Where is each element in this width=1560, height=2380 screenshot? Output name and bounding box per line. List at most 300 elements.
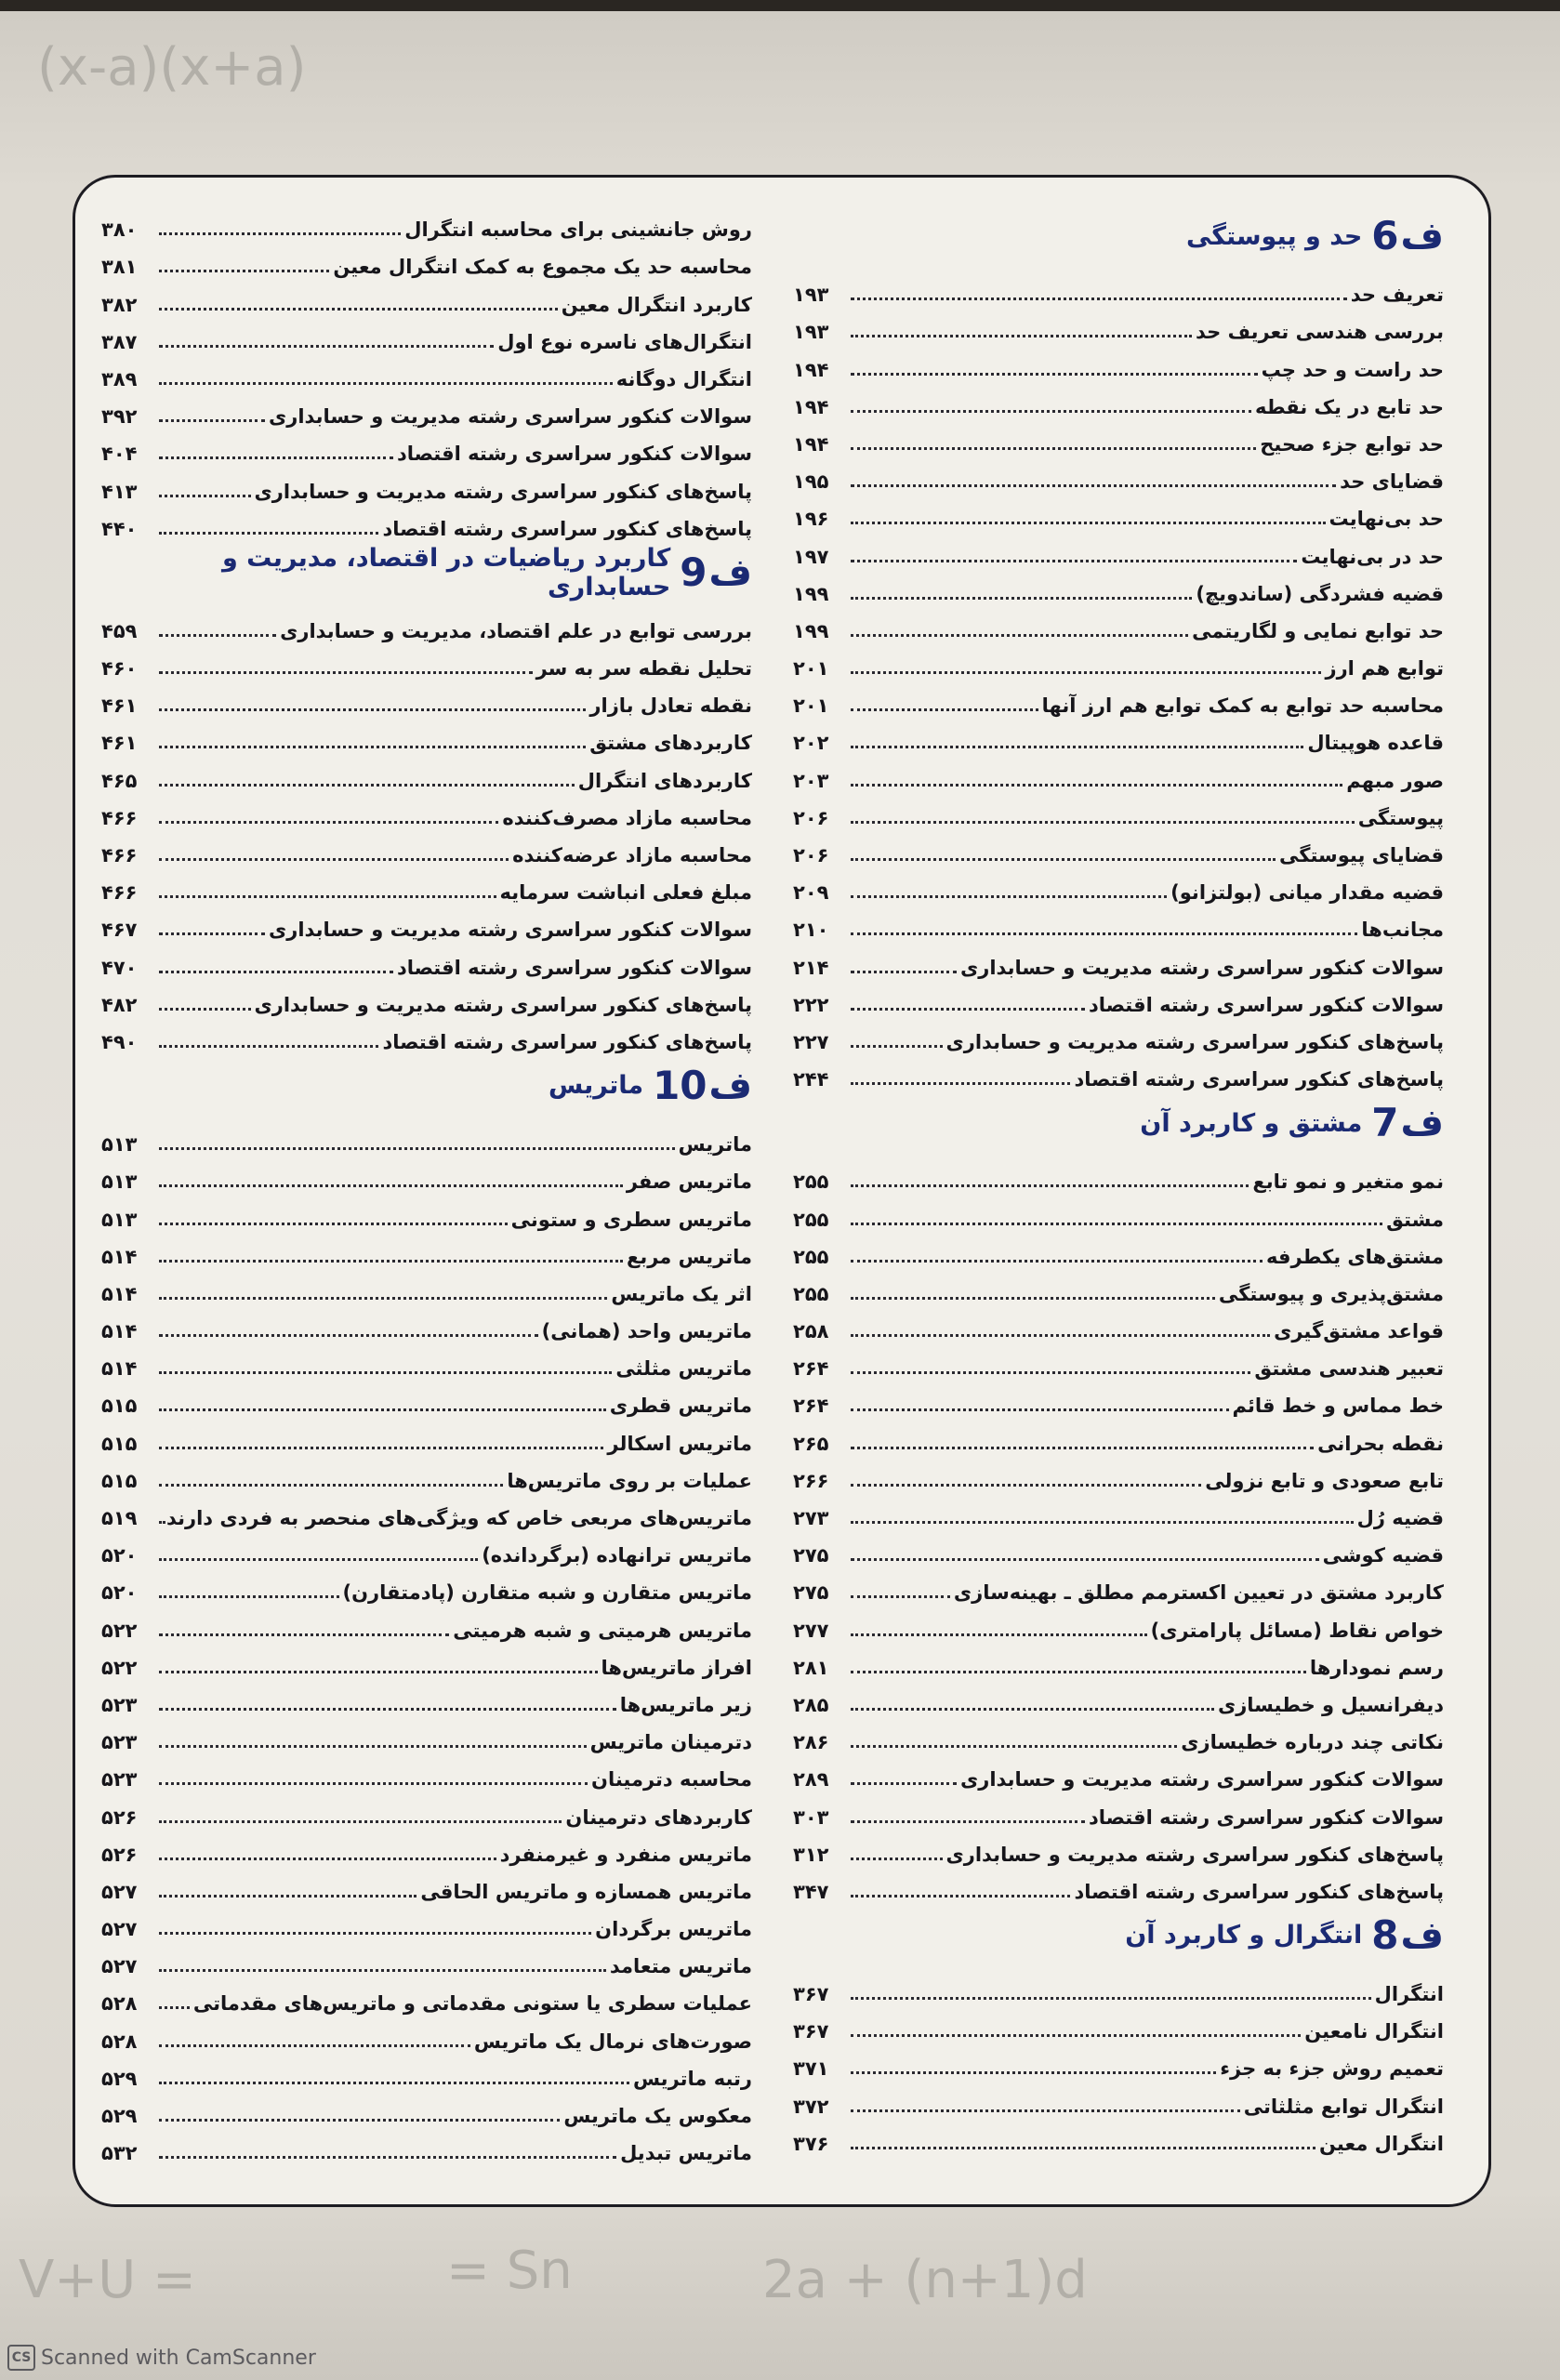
- toc-entry: [793, 2043, 1444, 2080]
- toc-entry-title: پاسخ‌های کنکور سراسری رشته اقتصاد: [382, 1030, 752, 1053]
- dot-leader: [851, 1782, 957, 1785]
- toc-entry-title: قضایای پیوستگی: [1279, 844, 1444, 866]
- toc-entry: [101, 1679, 752, 1716]
- dot-leader: [159, 1334, 538, 1337]
- dot-leader: [851, 1484, 1201, 1487]
- toc-entry-title: ماتریس: [678, 1133, 752, 1157]
- toc-entry-page: ۲۶۴: [793, 1395, 829, 1418]
- toc-entry-title: حد راست و حد چپ: [1261, 358, 1444, 381]
- chapter-title: انتگرال و کاربرد آن: [1125, 1921, 1363, 1950]
- toc-entry-title: انتگرال‌های ناسره نوع اول: [497, 330, 752, 353]
- dot-leader: [851, 298, 1347, 300]
- toc-entry-title: ماتریس‌های مربعی خاص که ویژگی‌های منحصر به فردی دارند: [165, 1507, 752, 1529]
- toc-entry: [793, 568, 1444, 605]
- toc-entry: [793, 306, 1444, 343]
- dot-leader: [851, 560, 1297, 562]
- toc-entry-title: صورت‌های نرمال یک ماتریس: [473, 2030, 752, 2053]
- toc-entry: [793, 1642, 1444, 1679]
- dot-leader: [159, 1447, 603, 1449]
- toc-entry-page: ۲۲۷: [793, 1030, 829, 1053]
- toc-entry: [101, 316, 752, 353]
- toc-entry: [793, 1791, 1444, 1828]
- toc-entry-page: ۵۱۳: [101, 1208, 138, 1231]
- toc-entry-title: تابع صعودی و تابع نزولی: [1205, 1469, 1444, 1492]
- chapter-heading: [793, 1091, 1444, 1156]
- dot-leader: [159, 1521, 163, 1524]
- toc-entry: [101, 1417, 752, 1454]
- dot-leader: [159, 932, 265, 935]
- toc-entry: [101, 1753, 752, 1791]
- toc-entry-page: ۲۷۵: [793, 1544, 829, 1567]
- toc-entry: [101, 353, 752, 390]
- toc-entry-title: ماتریس متقارن و شبه متقارن (پادمتقارن): [342, 1581, 752, 1605]
- toc-entry-title: سوالات کنکور سراسری رشته مدیریت و حسابداری: [960, 956, 1444, 979]
- toc-entry-title: زیر ماتریس‌ها: [619, 1693, 752, 1716]
- toc-column-left: [101, 204, 752, 2193]
- toc-entry-page: ۱۹۴: [793, 358, 829, 381]
- toc-entry-title: سوالات کنکور سراسری رشته اقتصاد: [1088, 1805, 1444, 1829]
- toc-entry: [101, 1903, 752, 1940]
- toc-entry: [101, 2090, 752, 2127]
- toc-entry: [101, 754, 752, 791]
- toc-entry-title: انتگرال نامعین: [1304, 2020, 1444, 2043]
- dot-leader: [159, 1260, 623, 1263]
- toc-entry-title: ماتریس منفرد و غیرمنفرد: [499, 1843, 752, 1866]
- toc-entry-title: توابع هم ارز: [1325, 657, 1444, 681]
- toc-entry-title: قضیه رُل: [1356, 1507, 1444, 1529]
- toc-entry: [793, 829, 1444, 866]
- toc-entry-title: روش جانشینی برای محاسبه انتگرال: [404, 218, 752, 242]
- toc-entry: [793, 456, 1444, 493]
- dot-leader: [851, 634, 1188, 637]
- toc-entry: [101, 2127, 752, 2164]
- toc-entry-page: ۲۴۴: [793, 1068, 829, 1091]
- dot-leader: [851, 1260, 1263, 1263]
- toc-entry-page: ۵۱۹: [101, 1507, 138, 1529]
- toc-entry: [793, 2080, 1444, 2117]
- toc-entry-title: مجانب‌ها: [1361, 919, 1444, 942]
- dot-leader: [851, 1334, 1270, 1337]
- toc-entry-title: کاربردهای دترمینان: [565, 1805, 752, 1829]
- toc-entry: [101, 2015, 752, 2052]
- dot-leader: [851, 2034, 1301, 2037]
- toc-entry-title: پاسخ‌های کنکور سراسری رشته مدیریت و حسابداری: [254, 480, 752, 503]
- dot-leader: [159, 345, 494, 348]
- toc-entry: [101, 241, 752, 278]
- toc-entry-page: ۲۰۹: [793, 881, 829, 905]
- toc-entry-page: ۵۲۸: [101, 2030, 138, 2053]
- toc-entry: [793, 1492, 1444, 1529]
- toc-entry: [101, 1529, 752, 1567]
- toc-entry-title: قاعده هوپیتال: [1307, 732, 1444, 755]
- toc-entry: [793, 269, 1444, 306]
- toc-entry-title: انتگرال: [1374, 1983, 1444, 2006]
- toc-entry: [793, 1231, 1444, 1268]
- toc-entry-title: ماتریس ترانهاده (برگردانده): [482, 1544, 752, 1567]
- dot-leader: [159, 1147, 675, 1150]
- toc-entry: [101, 204, 752, 241]
- toc-entry-title: محاسبه مازاد عرضه‌کننده: [512, 844, 752, 866]
- toc-entry-page: ۵۱۴: [101, 1357, 138, 1381]
- toc-entry-page: ۵۲۳: [101, 1768, 138, 1792]
- dot-leader: [851, 1521, 1354, 1524]
- dot-leader: [159, 1371, 612, 1374]
- toc-entry-title: پاسخ‌های کنکور سراسری رشته مدیریت و حسابداری: [945, 1843, 1444, 1866]
- toc-entry: [101, 1342, 752, 1380]
- toc-entry-title: معکوس یک ماتریس: [563, 2105, 752, 2127]
- toc-entry: [793, 605, 1444, 642]
- toc-entry: [101, 1716, 752, 1753]
- dot-leader: [159, 708, 586, 711]
- toc-entry-page: ۴۶۶: [101, 806, 138, 829]
- toc-entry-title: ماتریس مثلثی: [615, 1357, 752, 1381]
- toc-entry-title: نمو متغیر و نمو تابع: [1252, 1170, 1444, 1194]
- toc-entry: [793, 2118, 1444, 2155]
- toc-entry: [101, 278, 752, 315]
- toc-entry-title: ماتریس قطری: [609, 1395, 752, 1418]
- toc-entry-page: ۱۹۵: [793, 470, 829, 494]
- toc-entry: [793, 1604, 1444, 1641]
- toc-entry-title: حد در بی‌نهایت: [1301, 545, 1444, 568]
- dot-leader: [159, 232, 401, 235]
- toc-entry-page: ۴۶۱: [101, 732, 138, 755]
- toc-entry-title: عملیات بر روی ماتریس‌ها: [507, 1469, 752, 1492]
- toc-entry-page: ۵۲۷: [101, 1955, 138, 1978]
- toc-entry-page: ۵۲۷: [101, 1880, 138, 1903]
- toc-entry-title: خط مماس و خط قائم: [1232, 1395, 1444, 1418]
- toc-entry-title: ماتریس هرمیتی و شبه هرمیتی: [453, 1619, 752, 1642]
- toc-entry-page: ۵۲۰: [101, 1581, 138, 1605]
- dot-leader: [851, 671, 1321, 674]
- toc-entry-page: ۴۸۲: [101, 993, 138, 1016]
- toc-entry-title: تعمیم روش جزء به جزء: [1220, 2057, 1444, 2081]
- dot-leader: [159, 2156, 616, 2159]
- toc-entry-title: دترمینان ماتریس: [589, 1731, 752, 1754]
- toc-entry-title: ماتریس مربع: [626, 1245, 752, 1268]
- chapter-prefix: ف: [708, 550, 752, 594]
- toc-entry-title: پاسخ‌های کنکور سراسری رشته مدیریت و حسابداری: [945, 1030, 1444, 1053]
- toc-entry-page: ۲۰۶: [793, 844, 829, 866]
- toc-entry: [793, 792, 1444, 829]
- dot-leader: [851, 708, 1038, 711]
- toc-entry-page: ۴۶۵: [101, 769, 138, 792]
- dot-leader: [851, 1045, 943, 1048]
- toc-entry-page: ۲۸۱: [793, 1656, 829, 1679]
- toc-entry: [101, 1455, 752, 1492]
- dot-leader: [851, 484, 1336, 487]
- toc-entry-title: کاربرد مشتق در تعیین اکسترمم مطلق ـ بهینه‌سازی: [953, 1581, 1444, 1605]
- dot-leader: [851, 1447, 1314, 1449]
- chapter-number: 8: [1371, 1911, 1399, 1958]
- dot-leader: [159, 1558, 478, 1561]
- toc-entry-page: ۲۷۳: [793, 1507, 829, 1529]
- dot-leader: [851, 971, 957, 973]
- chapter-number: 10: [653, 1062, 707, 1108]
- dot-leader: [851, 2147, 1315, 2149]
- toc-entry-title: رتبه ماتریس: [633, 2067, 752, 2090]
- toc-entry-title: سوالات کنکور سراسری رشته مدیریت و حسابداری: [960, 1768, 1444, 1792]
- toc-entry: [793, 754, 1444, 791]
- toc-entry-title: محاسبه حد یک مجموع به کمک انتگرال معین: [333, 256, 752, 279]
- dot-leader: [159, 2044, 470, 2047]
- toc-entry: [793, 1716, 1444, 1753]
- toc-entry: [101, 1156, 752, 1193]
- toc-entry-page: ۵۱۴: [101, 1245, 138, 1268]
- dot-leader: [159, 1633, 449, 1636]
- toc-entry: [101, 979, 752, 1016]
- chapter-heading: [793, 204, 1444, 269]
- toc-entry-page: ۵۲۷: [101, 1918, 138, 1941]
- toc-entry-page: ۴۴۰: [101, 517, 138, 540]
- toc-entry-page: ۵۲۳: [101, 1731, 138, 1754]
- toc-entry-title: عملیات سطری یا ستونی مقدماتی و ماتریس‌های مقدماتی: [192, 1992, 752, 2016]
- chapter-number-mark: [680, 547, 752, 599]
- camscanner-logo-icon: CS: [7, 2345, 35, 2371]
- toc-entry-title: تحلیل نقطه سر به سر: [535, 657, 752, 681]
- toc-entry-page: ۲۵۵: [793, 1170, 829, 1194]
- toc-entry-title: محاسبه حد توابع به کمک توابع هم ارز آنها: [1041, 694, 1444, 718]
- dot-leader: [851, 1745, 1177, 1748]
- dot-leader: [159, 1671, 598, 1673]
- toc-entry-page: ۳۶۷: [793, 1983, 829, 2006]
- toc-entry-page: ۳۸۰: [101, 218, 138, 242]
- toc-entry-page: ۴۶۱: [101, 694, 138, 718]
- toc-entry-page: ۱۹۴: [793, 432, 829, 456]
- dot-leader: [159, 634, 276, 637]
- dot-leader: [851, 373, 1258, 376]
- toc-entry-title: حد تابع در یک نقطه: [1255, 395, 1444, 418]
- toc-entry-page: ۵۲۹: [101, 2067, 138, 2090]
- chapter-title: حد و پیوستگی: [1185, 221, 1363, 251]
- chapter-prefix: ف: [1400, 1913, 1444, 1957]
- toc-entry-title: سوالات کنکور سراسری رشته مدیریت و حسابداری: [269, 405, 752, 429]
- dot-leader: [851, 1858, 943, 1860]
- toc-entry-title: افراز ماتریس‌ها: [601, 1656, 752, 1679]
- toc-entry-title: حد توابع جزء صحیح: [1260, 432, 1444, 456]
- dot-leader: [159, 1223, 508, 1225]
- toc-entry: [101, 904, 752, 941]
- dot-leader: [851, 1708, 1214, 1711]
- toc-entry: [101, 1492, 752, 1529]
- background-scribble: (x+a)(x-a): [37, 37, 307, 98]
- toc-entry-page: ۲۸۶: [793, 1731, 829, 1754]
- toc-entry-page: ۴۹۰: [101, 1030, 138, 1053]
- toc-entry-page: ۵۱۵: [101, 1395, 138, 1418]
- chapter-prefix: ف: [1400, 215, 1444, 258]
- dot-leader: [851, 821, 1355, 824]
- dot-leader: [851, 1558, 1319, 1561]
- toc-entry: [101, 941, 752, 978]
- dot-leader: [159, 2006, 190, 2009]
- dot-leader: [851, 858, 1276, 861]
- dot-leader: [851, 1184, 1249, 1187]
- toc-entry-page: ۵۳۲: [101, 2142, 138, 2165]
- toc-column-right: [793, 204, 1444, 2193]
- toc-entry-page: ۲۲۲: [793, 993, 829, 1016]
- dot-leader: [851, 1371, 1250, 1374]
- toc-entry: [101, 503, 752, 540]
- toc-entry-title: ماتریس تبدیل: [620, 2142, 752, 2165]
- chapter-number-mark: [1371, 1097, 1444, 1149]
- toc-entry: [101, 1977, 752, 2015]
- dot-leader: [159, 1595, 339, 1598]
- toc-entry-title: محاسبه دترمینان: [591, 1768, 752, 1792]
- toc-entry-page: ۵۲۳: [101, 1693, 138, 1716]
- toc-entry-title: بررسی توابع در علم اقتصاد، مدیریت و حسابداری: [280, 619, 752, 642]
- toc-entry-page: ۲۷۷: [793, 1619, 829, 1642]
- toc-entry: [101, 1231, 752, 1268]
- toc-entry-page: ۵۲۲: [101, 1656, 138, 1679]
- toc-entry-page: ۵۱۳: [101, 1133, 138, 1157]
- chapter-number-mark: [1371, 1910, 1444, 1962]
- toc-entry-title: تعبیر هندسی مشتق: [1254, 1357, 1444, 1381]
- toc-entry-title: قواعد مشتق‌گیری: [1274, 1320, 1444, 1343]
- toc-entry-page: ۲۵۵: [793, 1282, 829, 1305]
- toc-entry-page: ۲۱۴: [793, 956, 829, 979]
- toc-entry-title: ماتریس اسکالر: [607, 1432, 752, 1455]
- toc-entry-title: خواص نقاط (مسائل پارامتری): [1150, 1619, 1444, 1642]
- dot-leader: [851, 932, 1357, 935]
- chapter-title: کاربرد ریاضیات در اقتصاد، مدیریت و حسابداری: [221, 543, 671, 602]
- toc-entry: [793, 381, 1444, 418]
- toc-entry-page: ۴۶۶: [101, 844, 138, 866]
- toc-entry-page: ۳۹۲: [101, 405, 138, 429]
- dot-leader: [851, 597, 1192, 600]
- toc-entry: [793, 1567, 1444, 1604]
- toc-entry: [101, 1193, 752, 1230]
- dot-leader: [851, 1297, 1215, 1300]
- toc-entry-title: قضایای حد: [1340, 470, 1444, 494]
- dot-leader: [159, 1969, 606, 1972]
- toc-entry-title: کاربردهای انتگرال: [577, 769, 752, 792]
- chapter-title: ماتریس: [548, 1071, 644, 1101]
- dot-leader: [851, 1223, 1382, 1225]
- toc-entry-title: پاسخ‌های کنکور سراسری رشته مدیریت و حسابداری: [254, 993, 752, 1016]
- toc-entry: [101, 1829, 752, 1866]
- dot-leader: [159, 1008, 251, 1011]
- chapter-heading: [101, 1053, 752, 1118]
- toc-entry: [793, 1156, 1444, 1193]
- dot-leader: [159, 895, 496, 898]
- dot-leader: [159, 308, 558, 311]
- toc-entry-title: رسم نمودارها: [1309, 1656, 1444, 1679]
- toc-entry-title: قضیه کوشی: [1322, 1544, 1444, 1567]
- toc-entry-page: ۳۸۱: [101, 256, 138, 279]
- dot-leader: [159, 270, 329, 272]
- toc-entry-page: ۳۷۲: [793, 2095, 829, 2118]
- dot-leader: [851, 2071, 1216, 2074]
- toc-entry: [793, 530, 1444, 567]
- toc-entry: [101, 1642, 752, 1679]
- toc-entry-title: مبلغ فعلی انباشت سرمایه: [499, 881, 752, 905]
- toc-entry: [793, 1016, 1444, 1053]
- toc-entry: [793, 642, 1444, 680]
- chapter-number-mark: [653, 1060, 752, 1112]
- toc-entry-page: ۵۲۸: [101, 1992, 138, 2016]
- toc-entry: [101, 1866, 752, 1903]
- toc-entry-page: ۳۸۹: [101, 367, 138, 390]
- toc-entry-title: انتگرال معین: [1319, 2132, 1444, 2155]
- dot-leader: [159, 1858, 496, 1860]
- dot-leader: [159, 1895, 416, 1897]
- chapter-number: 7: [1371, 1100, 1399, 1146]
- dot-leader: [851, 1633, 1147, 1636]
- dot-leader: [159, 1820, 562, 1823]
- toc-entry-page: ۵۱۴: [101, 1282, 138, 1305]
- dot-leader: [851, 1082, 1070, 1085]
- toc-entry-page: ۵۲۲: [101, 1619, 138, 1642]
- dot-leader: [159, 746, 586, 748]
- chapter-heading: [793, 1903, 1444, 1968]
- toc-entry-title: سوالات کنکور سراسری رشته اقتصاد: [1088, 993, 1444, 1016]
- dot-leader: [159, 456, 393, 459]
- toc-entry-title: حد بی‌نهایت: [1329, 508, 1444, 531]
- toc-entry: [793, 1968, 1444, 2005]
- toc-entry-title: مشتق‌پذیری و پیوستگی: [1218, 1282, 1444, 1305]
- toc-entry: [101, 680, 752, 717]
- toc-entry-page: ۳۴۷: [793, 1880, 829, 1903]
- chapter-prefix: ف: [1400, 1102, 1444, 1145]
- toc-entry: [101, 390, 752, 428]
- background-scribble: 2a + (n+1)d: [762, 2250, 1088, 2310]
- dot-leader: [159, 1184, 623, 1187]
- dot-leader: [159, 858, 509, 861]
- toc-entry: [101, 428, 752, 465]
- toc-entry: [101, 465, 752, 502]
- dot-leader: [159, 2082, 629, 2084]
- toc-entry: [793, 979, 1444, 1016]
- toc-entry-title: مشتق: [1386, 1208, 1444, 1231]
- dot-leader: [159, 784, 575, 787]
- toc-entry: [793, 2005, 1444, 2043]
- toc-entry: [101, 829, 752, 866]
- toc-entry-title: ماتریس همسازه و ماتریس الحاقی: [420, 1880, 752, 1903]
- toc-entry-title: تعریف حد: [1350, 284, 1444, 307]
- toc-entry-page: ۳۱۲: [793, 1843, 829, 1866]
- toc-entry: [101, 605, 752, 642]
- toc-entry: [101, 1791, 752, 1828]
- dot-leader: [159, 532, 378, 535]
- toc-entry-title: کاربرد انتگرال معین: [561, 293, 752, 316]
- toc-entry: [101, 866, 752, 904]
- toc-entry-title: نکاتی چند درباره خطیسازی: [1181, 1731, 1444, 1754]
- dot-leader: [159, 1297, 607, 1300]
- toc-page: [73, 175, 1491, 2207]
- dot-leader: [851, 1671, 1306, 1673]
- dot-leader: [159, 1932, 591, 1935]
- toc-entry: [101, 1940, 752, 1977]
- toc-entry: [793, 1053, 1444, 1091]
- toc-entry-page: ۲۰۲: [793, 732, 829, 755]
- toc-entry: [793, 1753, 1444, 1791]
- toc-entry-page: ۵۱۴: [101, 1320, 138, 1343]
- dot-leader: [159, 1045, 378, 1048]
- chapter-heading: [101, 540, 752, 605]
- dot-leader: [159, 1484, 503, 1487]
- dot-leader: [851, 410, 1251, 413]
- toc-entry-page: ۳۸۷: [101, 330, 138, 353]
- dot-leader: [159, 419, 265, 422]
- toc-entry: [101, 642, 752, 680]
- toc-entry-title: ماتریس واحد (همانی): [541, 1320, 752, 1343]
- toc-entry-title: ماتریس صفر: [626, 1170, 752, 1194]
- toc-entry-page: ۴۵۹: [101, 619, 138, 642]
- toc-entry-title: پاسخ‌های کنکور سراسری رشته اقتصاد: [382, 517, 752, 540]
- toc-entry-title: اثر یک ماتریس: [611, 1282, 752, 1305]
- toc-entry-page: ۳۰۳: [793, 1805, 829, 1829]
- toc-entry: [101, 717, 752, 754]
- toc-entry: [793, 866, 1444, 904]
